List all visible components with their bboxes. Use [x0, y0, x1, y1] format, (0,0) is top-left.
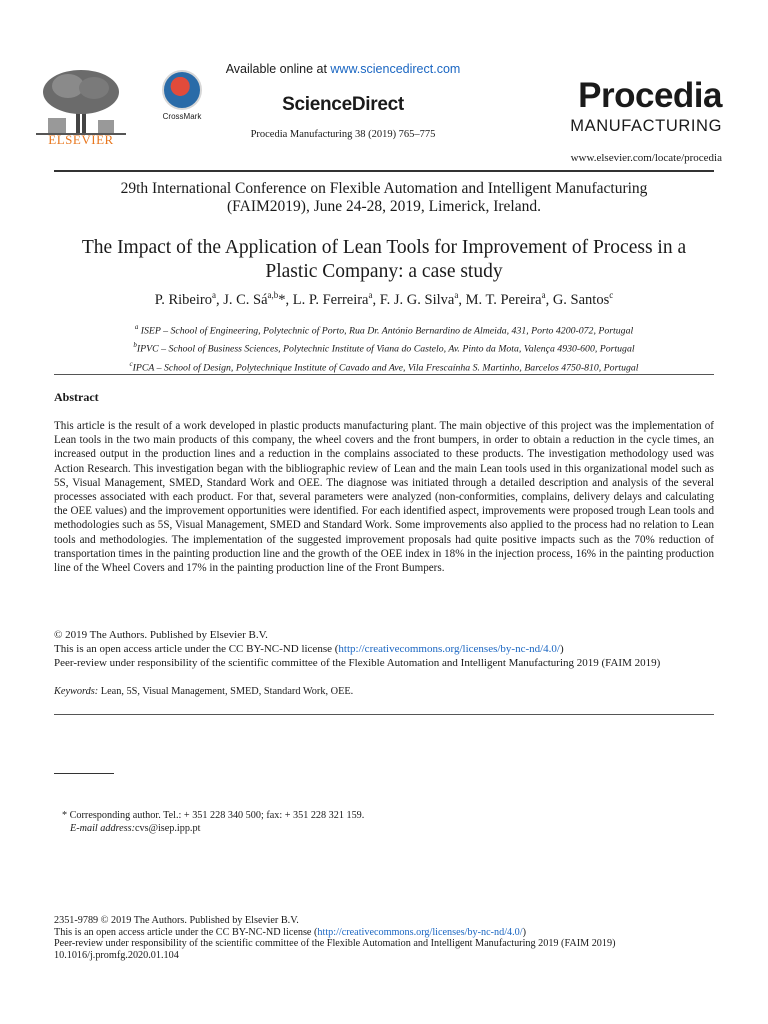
- author: L. P. Ferreira$^a$,: [292, 290, 380, 308]
- affiliation: $^c$IPCA – School of Design, Polytechnique Institute of Cavado and Ave, Vila Frescaínha S. Martinho, Barcelos 4750-810, Portugal: [129, 359, 639, 373]
- conference-line-2: (FAIM2019), June 24-28, 2019, Limerick, Ireland.: [227, 198, 541, 215]
- open-access-line: This is an open access article under the CC BY-NC-ND license (http://creativecommons.org/licenses/by-nc-nd/4.0/): [54, 643, 564, 656]
- available-online: [218, 62, 468, 76]
- crossmark-icon: [162, 70, 202, 110]
- abstract-bottom-divider: [54, 714, 714, 715]
- author-list: [54, 290, 714, 309]
- sciencedirect-link[interactable]: www.sciencedirect.com: [330, 62, 461, 76]
- bottom-peer-review-line: Peer-review under responsibility of the scientific committee of the Flexible Automation and Intelligent Manufacturing 2019 (FAIM 2019): [54, 938, 616, 949]
- affiliation: $^a$ ISEP – School of Engineering, Polytechnic of Porto, Rua Dr. António Bernardino de Almeida, 431, Porto 4200-072, Portugal: [134, 323, 634, 337]
- title-line-1: The Impact of the Application of Lean Tools for Improvement of Process in a: [81, 237, 687, 258]
- abstract-body: This article is the result of a work developed in plastic products manufacturing plant. The main objective of this project was the implementation of Lean tools in the two main products of this company, the wheel covers and the front bumpers, in order to obtain a reduction in the cycle times, an increased output in the production lines and a reduction in the complains associated to these products. The investigation methodology used was Action Research. This investigation began with the bibliographic review of Lean and the main Lean tools used in this organizational model such as 5S, Visual Management, SMED, Standard Work and OEE. The diagnose was initiated through a detailed description and analysis of the several processes associated with each product. For that, several parameters were analyzed (non-conformities, complains, delivery delays and calculating the OEE values) and the improvement opportunities were identified. For each identified aspect, improvements were proposed trough Lean tools and methodologies such as 5S, Visual Management, SMED and Standard Work. Some improvements also applied to the process had no relation to Lean tools and methodologies. The implementation of the suggested improvement proposals had quite positive impacts such as the 70% reduction of transportation times in the painting production line and the growth of the OEE index in 18% in the injection process, 16% in the painting production line of the Wheel Covers and 17% in the painting production line of the Front Bumpers.: [54, 420, 714, 575]
- copyright-line: © 2019 The Authors. Published by Elsevier B.V.: [54, 629, 268, 641]
- crossmark-badge[interactable]: [158, 70, 206, 121]
- bottom-license-link[interactable]: http://creativecommons.org/licenses/by-nc-nd/4.0/: [317, 926, 523, 938]
- elsevier-wordmark: ELSEVIER: [48, 132, 114, 147]
- procedia-logo: [552, 76, 722, 136]
- conference-line-1: 29th International Conference on Flexible Automation and Intelligent Manufacturing: [120, 180, 648, 197]
- keywords-label: Keywords:: [54, 686, 99, 697]
- journal-url[interactable]: www.elsevier.com/locate/procedia: [570, 152, 722, 164]
- abstract-heading: Abstract: [54, 390, 99, 404]
- keywords: [54, 686, 714, 697]
- email-line: E-mail address:cvs@isep.ipp.pt: [70, 823, 201, 834]
- journal-reference: Procedia Manufacturing 38 (2019) 765–775: [250, 129, 436, 140]
- crossmark-label: CrossMark: [162, 112, 202, 121]
- publication-info: [54, 915, 734, 961]
- procedia-name: Procedia: [578, 76, 722, 115]
- procedia-subtitle: MANUFACTURING: [570, 117, 722, 135]
- author: P. Ribeiro$^a$,: [154, 290, 224, 308]
- affiliations: [54, 320, 714, 375]
- affiliation: $^b$IPVC – School of Business Sciences, Polytechnic Institute of Viana do Castelo, Av. Pinto da Mota, Valença 4930-600, Portugal: [133, 341, 635, 355]
- header-divider: [54, 170, 714, 172]
- bottom-open-access-line: This is an open access article under the CC BY-NC-ND license (http://creativecommons.org/licenses/by-nc-nd/4.0/): [54, 926, 527, 938]
- sciencedirect-wordmark: ScienceDirect: [282, 94, 404, 115]
- title-line-2: Plastic Company: a case study: [265, 261, 503, 282]
- email-address[interactable]: cvs@isep.ipp.pt: [135, 823, 201, 834]
- paper-title: [40, 236, 728, 284]
- author: M. T. Pereira$^a$,: [465, 290, 553, 308]
- issn-line: 2351-9789 © 2019 The Authors. Published by Elsevier B.V.: [54, 915, 299, 926]
- author: F. J. G. Silva$^a$,: [379, 290, 466, 308]
- license-block: [54, 628, 734, 671]
- footnote-divider: [54, 773, 114, 774]
- doi-line[interactable]: 10.1016/j.promfg.2020.01.104: [54, 949, 179, 961]
- author: J. C. Sá$^{a,b}$*,: [223, 290, 293, 308]
- keywords-text: Lean, 5S, Visual Management, SMED, Standard Work, OEE.: [98, 686, 354, 697]
- license-link[interactable]: http://creativecommons.org/licenses/by-nc-nd/4.0/: [338, 643, 560, 656]
- abstract-top-divider: [54, 374, 714, 375]
- corresponding-line: * Corresponding author. Tel.: + 351 228 340 500; fax: + 351 228 321 159.: [62, 810, 365, 821]
- conference-info: [54, 180, 714, 216]
- corresponding-author-footnote: [62, 809, 622, 835]
- peer-review-line: Peer-review under responsibility of the scientific committee of the Flexible Automation and Intelligent Manufacturing 2019 (FAIM 2019): [54, 657, 661, 670]
- available-prefix: Available online at: [225, 62, 331, 76]
- author: G. Santos$^c$: [552, 290, 614, 308]
